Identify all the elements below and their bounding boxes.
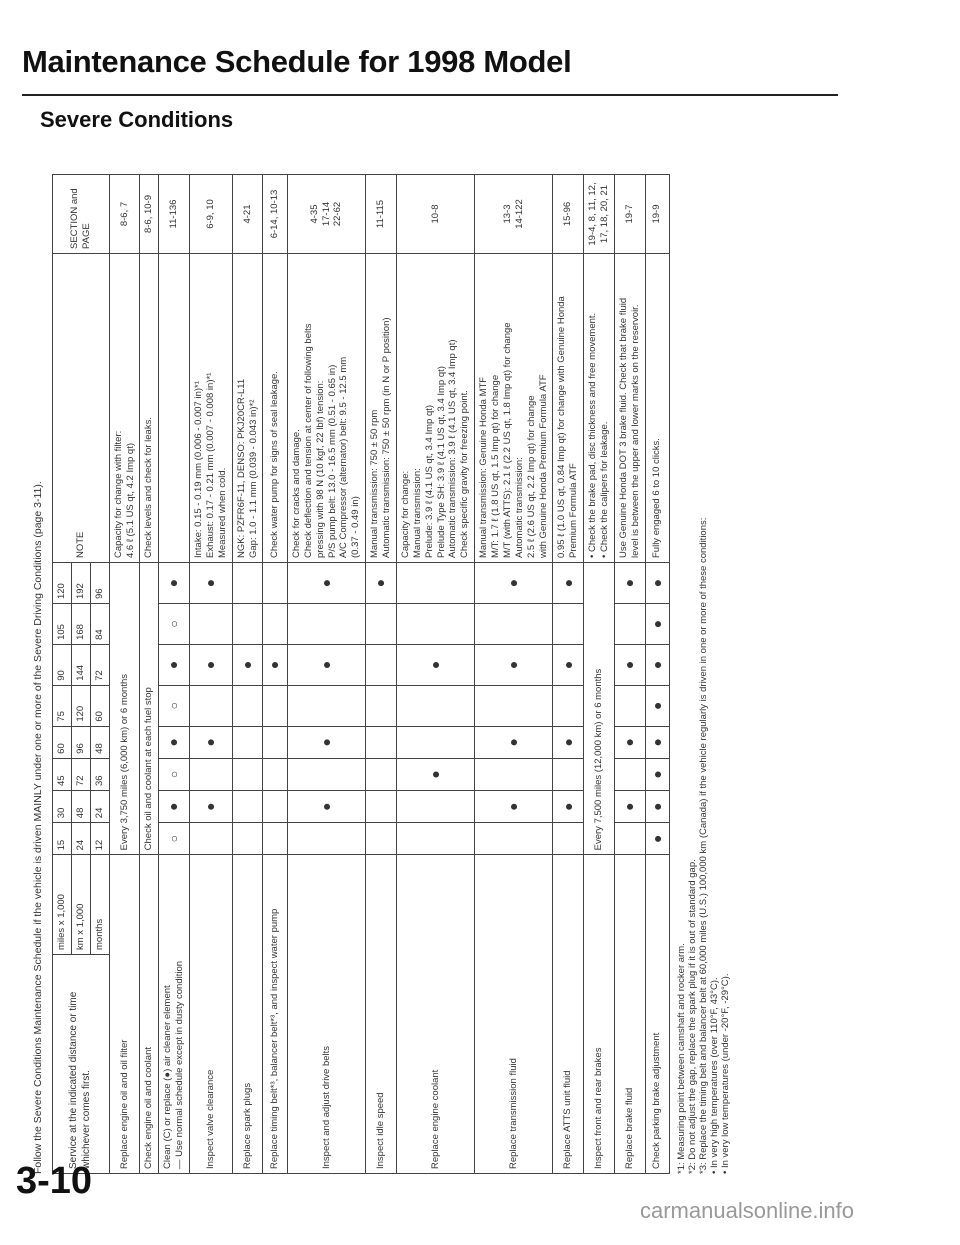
service-dot: ● <box>645 791 670 823</box>
months-cell: 36 <box>90 758 109 790</box>
miles-cell: 90 <box>53 644 72 685</box>
section-subtitle: Severe Conditions <box>40 107 234 132</box>
schedule-row <box>263 175 288 1174</box>
service-note: NGK: PZFR6F-11, DENSO: PKJ20CR-L11 Gap: 1.0 - 1.1 mm (0.039 - 0.043 in)*² <box>232 254 263 563</box>
empty-cell <box>475 758 553 790</box>
empty-cell <box>396 791 474 823</box>
empty-cell <box>190 604 233 645</box>
empty-cell <box>263 758 288 790</box>
service-item: Replace engine oil and oil filter <box>109 855 140 1174</box>
service-dot: ● <box>190 644 233 685</box>
empty-cell <box>287 823 365 855</box>
miles-cell: 45 <box>53 758 72 790</box>
empty-cell <box>287 604 365 645</box>
km-cell: 24 <box>71 823 90 855</box>
page-title: Maintenance Schedule for 1998 Model <box>22 44 572 79</box>
empty-cell <box>232 685 263 726</box>
service-dot: ● <box>614 726 645 758</box>
service-dot: ● <box>614 563 645 604</box>
service-dot: ● <box>287 726 365 758</box>
empty-cell <box>263 726 288 758</box>
service-dot: ● <box>396 644 474 685</box>
service-dot: ● <box>614 644 645 685</box>
service-item: Inspect idle speed <box>366 855 397 1174</box>
km-cell: 192 <box>71 563 90 604</box>
service-dot: ● <box>287 644 365 685</box>
service-dot: ● <box>475 563 553 604</box>
service-item: Replace spark plugs <box>232 855 263 1174</box>
schedule-row <box>645 175 670 1174</box>
header-row-miles <box>53 175 72 1174</box>
schedule-row <box>159 175 190 1174</box>
service-dot: ● <box>159 726 190 758</box>
service-header: Service at the indicated distance or time whichever comes first. <box>53 955 110 1174</box>
section-ref: 8-6, 7 <box>109 175 140 254</box>
service-dot: ● <box>475 726 553 758</box>
service-item: Inspect front and rear brakes <box>584 855 615 1174</box>
service-note: Manual transmission: 750 ± 50 rpm Automatic transmission: 750 ± 50 rpm (in N or P position) <box>366 254 397 563</box>
service-dot: ● <box>287 563 365 604</box>
service-dot: ● <box>232 644 263 685</box>
empty-cell <box>366 791 397 823</box>
section-header: SECTION and PAGE <box>53 175 110 254</box>
section-ref: 19-7 <box>614 175 645 254</box>
service-dot: ● <box>396 758 474 790</box>
service-item: Replace ATTS unit fluid <box>553 855 584 1174</box>
interval-span: Check oil and coolant at each fuel stop <box>140 563 159 855</box>
service-item: Replace brake fluid <box>614 855 645 1174</box>
maintenance-schedule-table <box>52 174 670 1174</box>
schedule-row <box>614 175 645 1174</box>
empty-cell <box>263 823 288 855</box>
service-dot: ● <box>553 791 584 823</box>
empty-cell <box>475 823 553 855</box>
schedule-row <box>232 175 263 1174</box>
empty-cell <box>396 726 474 758</box>
km-cell: 72 <box>71 758 90 790</box>
service-dot: ● <box>645 685 670 726</box>
section-ref: 8-6, 10-9 <box>140 175 159 254</box>
schedule-area <box>28 165 732 1180</box>
service-dot: ● <box>553 563 584 604</box>
section-ref: 15-96 <box>553 175 584 254</box>
section-ref: 19-4, 8, 11, 12, 17, 18, 20, 21 <box>584 175 615 254</box>
empty-cell <box>263 685 288 726</box>
service-note: Check water pump for signs of seal leakage. <box>263 254 288 563</box>
service-dot: ● <box>190 563 233 604</box>
service-dot: ● <box>645 563 670 604</box>
empty-cell <box>190 685 233 726</box>
service-dot: ● <box>287 791 365 823</box>
service-item: Replace timing belt*³, balancer belt*³, and inspect water pump <box>263 855 288 1174</box>
service-item: Replace transmission fluid <box>475 855 553 1174</box>
service-dot: ● <box>159 791 190 823</box>
empty-cell <box>475 604 553 645</box>
service-item: Check engine oil and coolant <box>140 855 159 1174</box>
empty-cell <box>190 823 233 855</box>
empty-cell <box>263 604 288 645</box>
miles-cell: 30 <box>53 791 72 823</box>
service-item: Clean (C) or replace (●) air cleaner element — Use normal schedule except in dusty condition <box>159 855 190 1174</box>
service-dot: ● <box>645 726 670 758</box>
empty-cell <box>263 563 288 604</box>
empty-cell <box>366 726 397 758</box>
section-ref: 10-8 <box>396 175 474 254</box>
footnote: • In very high temperatures (over 110°F, 43°C). <box>709 977 721 1174</box>
service-dot: ● <box>645 604 670 645</box>
empty-cell <box>396 685 474 726</box>
schedule-body <box>109 175 670 1174</box>
title-rule <box>22 94 838 96</box>
interval-span: Every 3,750 miles (6,000 km) or 6 months <box>109 563 140 855</box>
service-dot: ● <box>475 644 553 685</box>
miles-cell: 15 <box>53 823 72 855</box>
service-dot: ● <box>645 758 670 790</box>
section-ref: 11-136 <box>159 175 190 254</box>
months-cell: 72 <box>90 644 109 685</box>
empty-cell <box>232 726 263 758</box>
empty-cell <box>232 823 263 855</box>
section-ref: 19-9 <box>645 175 670 254</box>
empty-cell <box>614 758 645 790</box>
footnote: • In very low temperatures (under -20°F, -29°C). <box>720 973 732 1174</box>
empty-cell <box>287 685 365 726</box>
empty-cell <box>553 604 584 645</box>
empty-cell <box>553 758 584 790</box>
months-cell: 84 <box>90 604 109 645</box>
rotated-schedule <box>28 165 732 1180</box>
service-note: Check levels and check for leaks. <box>140 254 159 563</box>
service-dot: ● <box>645 823 670 855</box>
section-ref: 4-21 <box>232 175 263 254</box>
clean-circle: ○ <box>159 823 190 855</box>
empty-cell <box>614 604 645 645</box>
service-note: 0.95 ℓ (1.0 US qt, 0.84 Imp qt) for change with Genuine Honda Premium Formula ATF <box>553 254 584 563</box>
schedule-row <box>396 175 474 1174</box>
section-ref: 13-3 14-122 <box>475 175 553 254</box>
empty-cell <box>366 758 397 790</box>
empty-cell <box>287 758 365 790</box>
service-dot: ● <box>190 791 233 823</box>
km-cell: 168 <box>71 604 90 645</box>
service-dot: ● <box>475 791 553 823</box>
months-cell: 96 <box>90 563 109 604</box>
schedule-row <box>190 175 233 1174</box>
service-dot: ● <box>645 644 670 685</box>
schedule-row <box>366 175 397 1174</box>
section-ref: 4-35 17-14 22-62 <box>287 175 365 254</box>
empty-cell <box>190 758 233 790</box>
empty-cell <box>553 685 584 726</box>
service-dot: ● <box>263 644 288 685</box>
clean-circle: ○ <box>159 604 190 645</box>
empty-cell <box>232 791 263 823</box>
service-note: Capacity for change: Manual transmission: Prelude: 3.9 ℓ (4.1 US qt, 3.4 Imp qt) Prelude Type SH: 3.9 ℓ (4.1 US qt, 3.4 Imp qt) Automatic transmission: 3.9 ℓ (4.1 US qt, 3.4 Imp qt) Check specific gravity for freezing point. <box>396 254 474 563</box>
months-cell: 60 <box>90 685 109 726</box>
page-number: 3-10 <box>16 1160 93 1202</box>
service-note: • Check the brake pad, disc thickness and free movement. • Check the calipers for leakage. <box>584 254 615 563</box>
service-note <box>159 254 190 563</box>
km-cell: 120 <box>71 685 90 726</box>
clean-circle: ○ <box>159 685 190 726</box>
months-cell: 24 <box>90 791 109 823</box>
months-label: months <box>90 855 109 955</box>
section-ref: 6-9, 10 <box>190 175 233 254</box>
service-dot: ● <box>553 726 584 758</box>
service-note: Check for cracks and damage. Check deflection and tension at center of following belts pressing with 98 N (10 kgf, 22 lbf) tension: P/S pump belt: 13.0 - 16.5 mm (0.51 - 0.65 in) A/C Compressor (alternator) belt: 9.5 - 12.5 mm (0.37 - 0.49 in) <box>287 254 365 563</box>
schedule-row <box>584 175 615 1174</box>
service-dot: ● <box>614 791 645 823</box>
service-item: Inspect valve clearance <box>190 855 233 1174</box>
schedule-row <box>287 175 365 1174</box>
empty-cell <box>232 604 263 645</box>
service-item: Check parking brake adjustment <box>645 855 670 1174</box>
service-note: Use Genuine Honda DOT 3 brake fluid. Check that brake fluid level is between the upper and lower marks on the reservoir. <box>614 254 645 563</box>
footnote: *3: Replace the timing belt and balancer belt at 60,000 miles (U.S.) 100,000 km (Canada) if the vehicle regularly is driven in one or more of these conditions: <box>698 517 710 1174</box>
service-dot: ● <box>159 644 190 685</box>
interval-span: Every 7,500 miles (12,000 km) or 6 months <box>584 563 615 855</box>
service-note: Intake: 0.15 - 0.19 mm (0.006 - 0.007 in)*¹ Exhaust: 0.17 - 0.21 mm (0.007 - 0.008 in)*¹ Measured when cold. <box>190 254 233 563</box>
intro-text: Follow the Severe Conditions Maintenance Schedule if the vehicle is driven MAINLY under one or more of the Severe Driving Conditions (page 3-11). <box>32 481 44 1174</box>
km-label: km x 1,000 <box>71 855 90 955</box>
empty-cell <box>614 823 645 855</box>
empty-cell <box>366 823 397 855</box>
footnote: *2: Do not adjust the gap, replace the spark plug if it is out of standard gap. <box>687 859 699 1174</box>
schedule-row <box>109 175 140 1174</box>
empty-cell <box>396 563 474 604</box>
months-cell: 12 <box>90 823 109 855</box>
service-item: Replace engine coolant <box>396 855 474 1174</box>
note-header: NOTE <box>53 254 110 563</box>
empty-cell <box>553 823 584 855</box>
service-item: Inspect and adjust drive belts <box>287 855 365 1174</box>
miles-label: miles x 1,000 <box>53 855 72 955</box>
schedule-row <box>140 175 159 1174</box>
empty-cell <box>366 604 397 645</box>
section-ref: 6-14, 10-13 <box>263 175 288 254</box>
empty-cell <box>614 685 645 726</box>
km-cell: 144 <box>71 644 90 685</box>
service-note: Capacity for change with filter: 4.6 ℓ (5.1 US qt, 4.2 Imp qt) <box>109 254 140 563</box>
service-dot: ● <box>190 726 233 758</box>
empty-cell <box>396 823 474 855</box>
miles-cell: 60 <box>53 726 72 758</box>
footnote: *1: Measuring point between camshaft and rocker arm. <box>676 943 688 1174</box>
km-cell: 96 <box>71 726 90 758</box>
months-cell: 48 <box>90 726 109 758</box>
schedule-row <box>553 175 584 1174</box>
empty-cell <box>232 758 263 790</box>
empty-cell <box>366 644 397 685</box>
schedule-row <box>475 175 553 1174</box>
empty-cell <box>232 563 263 604</box>
service-note: Manual transmission: Genuine Honda MTF M/T: 1.7 ℓ (1.8 US qt, 1.5 Imp qt) for change M/T (with ATTS): 2.1 ℓ (2.2 US qt, 1.8 Imp qt) for change Automatic transmission: 2.5 ℓ (2.6 US qt, 2.2 Imp qt) for change with Genuine Honda Premium Formula ATF <box>475 254 553 563</box>
km-cell: 48 <box>71 791 90 823</box>
empty-cell <box>475 685 553 726</box>
miles-cell: 105 <box>53 604 72 645</box>
footnotes <box>676 165 731 1174</box>
empty-cell <box>366 685 397 726</box>
service-dot: ● <box>366 563 397 604</box>
service-dot: ● <box>553 644 584 685</box>
miles-cell: 120 <box>53 563 72 604</box>
clean-circle: ○ <box>159 758 190 790</box>
empty-cell <box>263 791 288 823</box>
service-note: Fully engaged 6 to 10 clicks. <box>645 254 670 563</box>
section-ref: 11-115 <box>366 175 397 254</box>
empty-cell <box>396 604 474 645</box>
watermark: carmanualsonline.info <box>640 1198 855 1223</box>
service-dot: ● <box>159 563 190 604</box>
miles-cell: 75 <box>53 685 72 726</box>
